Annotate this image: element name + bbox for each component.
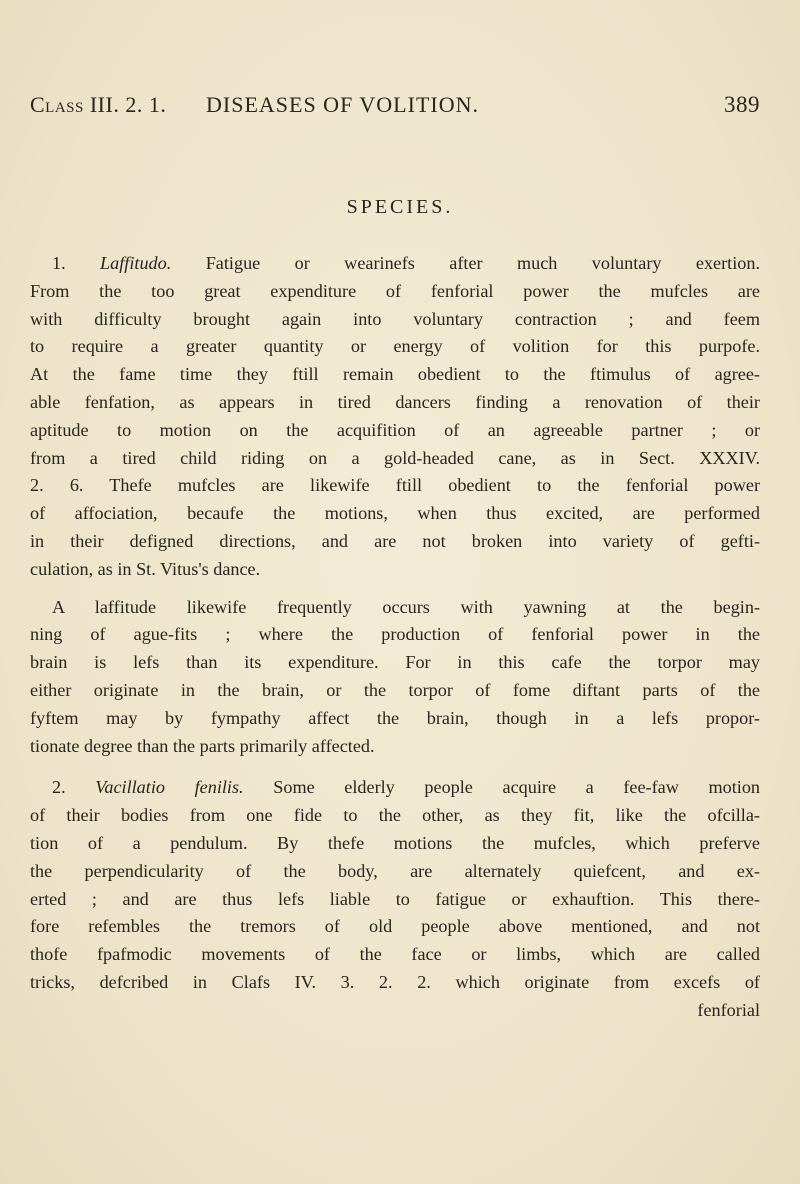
section-heading: SPECIES. <box>346 196 454 218</box>
paragraph-gap <box>30 584 760 594</box>
line-text: fenforial <box>697 999 760 1020</box>
line-text: of their bodies from one fide to the other, as they fit, like the ofcilla- <box>30 805 760 826</box>
species-name: Laffitudo. <box>100 253 172 273</box>
species-number: 2. <box>52 777 96 798</box>
species-name: Vacillatio fenilis. <box>95 777 244 798</box>
page-number: 389 <box>724 92 760 117</box>
text-line <box>30 830 760 858</box>
line-text: brain is lefs than its expenditure. For in this cafe the torpor may <box>30 652 760 673</box>
line-text: from a tired child riding on a gold-headed cane, as in Sect. XXXIV. <box>30 447 760 468</box>
text-line <box>30 594 760 622</box>
text-line <box>30 472 760 500</box>
text-line <box>30 969 760 997</box>
body-text <box>30 250 760 1025</box>
line-text: tion of a pendulum. By thefe motions the mufcles, which preferve <box>30 832 760 853</box>
line-text: with difficulty brought again into voluntary contraction ; and feem <box>30 308 760 329</box>
line-text: either originate in the brain, or the torpor of fome diftant parts of the <box>30 679 760 700</box>
text-line <box>30 997 760 1025</box>
text-line <box>30 333 760 361</box>
text-line <box>30 774 760 802</box>
text-line <box>30 802 760 830</box>
line-text: 2. 6. Thefe mufcles are likewife ftill obedient to the fenforial power <box>30 475 760 496</box>
text-line <box>30 445 760 473</box>
text-line <box>30 858 760 886</box>
line-text: tricks, defcribed in Clafs IV. 3. 2. 2. which originate from excefs of <box>30 971 760 992</box>
text-line <box>30 913 760 941</box>
text-line <box>30 306 760 334</box>
line-text: of affociation, becaufe the motions, when thus excited, are performed <box>30 503 760 524</box>
text-line <box>30 417 760 445</box>
text-line <box>30 733 760 761</box>
line-text: Some elderly people acquire a fee-faw motion <box>243 777 760 798</box>
line-text: in their defigned directions, and are not broken into variety of gefti- <box>30 530 760 551</box>
paragraph-gap <box>30 760 760 774</box>
text-line <box>30 677 760 705</box>
paragraph <box>30 594 760 761</box>
line-text: culation, as in St. Vitus's dance. <box>30 558 261 579</box>
paragraph <box>30 250 760 584</box>
running-head <box>30 92 760 122</box>
line-text: A laffitude likewife frequently occurs with yawning at the begin- <box>52 596 760 617</box>
line-text: From the too great expenditure of fenforial power the mufcles are <box>30 280 760 301</box>
text-line <box>30 886 760 914</box>
line-text: able fenfation, as appears in tired dancers finding a renovation of their <box>30 391 760 412</box>
text-line <box>30 528 760 556</box>
line-text: the perpendicularity of the body, are alternately quiefcent, and ex- <box>30 860 760 881</box>
line-text: ning of ague-fits ; where the production of fenforial power in the <box>30 624 760 645</box>
class-label: Class III. 2. 1. <box>30 92 167 117</box>
line-text: At the fame time they ftill remain obedient to the ftimulus of agree- <box>30 364 760 385</box>
species-number: 1. <box>52 253 101 273</box>
text-line <box>30 621 760 649</box>
text-line <box>30 705 760 733</box>
line-text: fore refembles the tremors of old people above mentioned, and not <box>30 916 760 937</box>
chapter-title: DISEASES OF VOLITION. <box>206 92 479 117</box>
paragraph <box>30 774 760 1024</box>
line-text: tionate degree than the parts primarily affected. <box>30 735 375 756</box>
line-text: fyftem may by fympathy affect the brain, though in a lefs propor- <box>30 707 760 728</box>
text-line <box>30 649 760 677</box>
line-text: erted ; and are thus lefs liable to fatigue or exhauftion. This there- <box>30 888 760 909</box>
text-line <box>30 941 760 969</box>
text-line <box>30 361 760 389</box>
text-line <box>30 278 760 306</box>
text-line <box>30 500 760 528</box>
line-text: thofe fpafmodic movements of the face or limbs, which are called <box>30 944 760 965</box>
line-text: aptitude to motion on the acquifition of an agreeable partner ; or <box>30 419 760 440</box>
text-line <box>30 250 760 278</box>
line-text: Fatigue or wearinefs after much voluntary exertion. <box>171 253 760 273</box>
text-line <box>30 556 760 584</box>
line-text: to require a greater quantity or energy of volition for this purpofe. <box>30 336 760 357</box>
text-line <box>30 389 760 417</box>
